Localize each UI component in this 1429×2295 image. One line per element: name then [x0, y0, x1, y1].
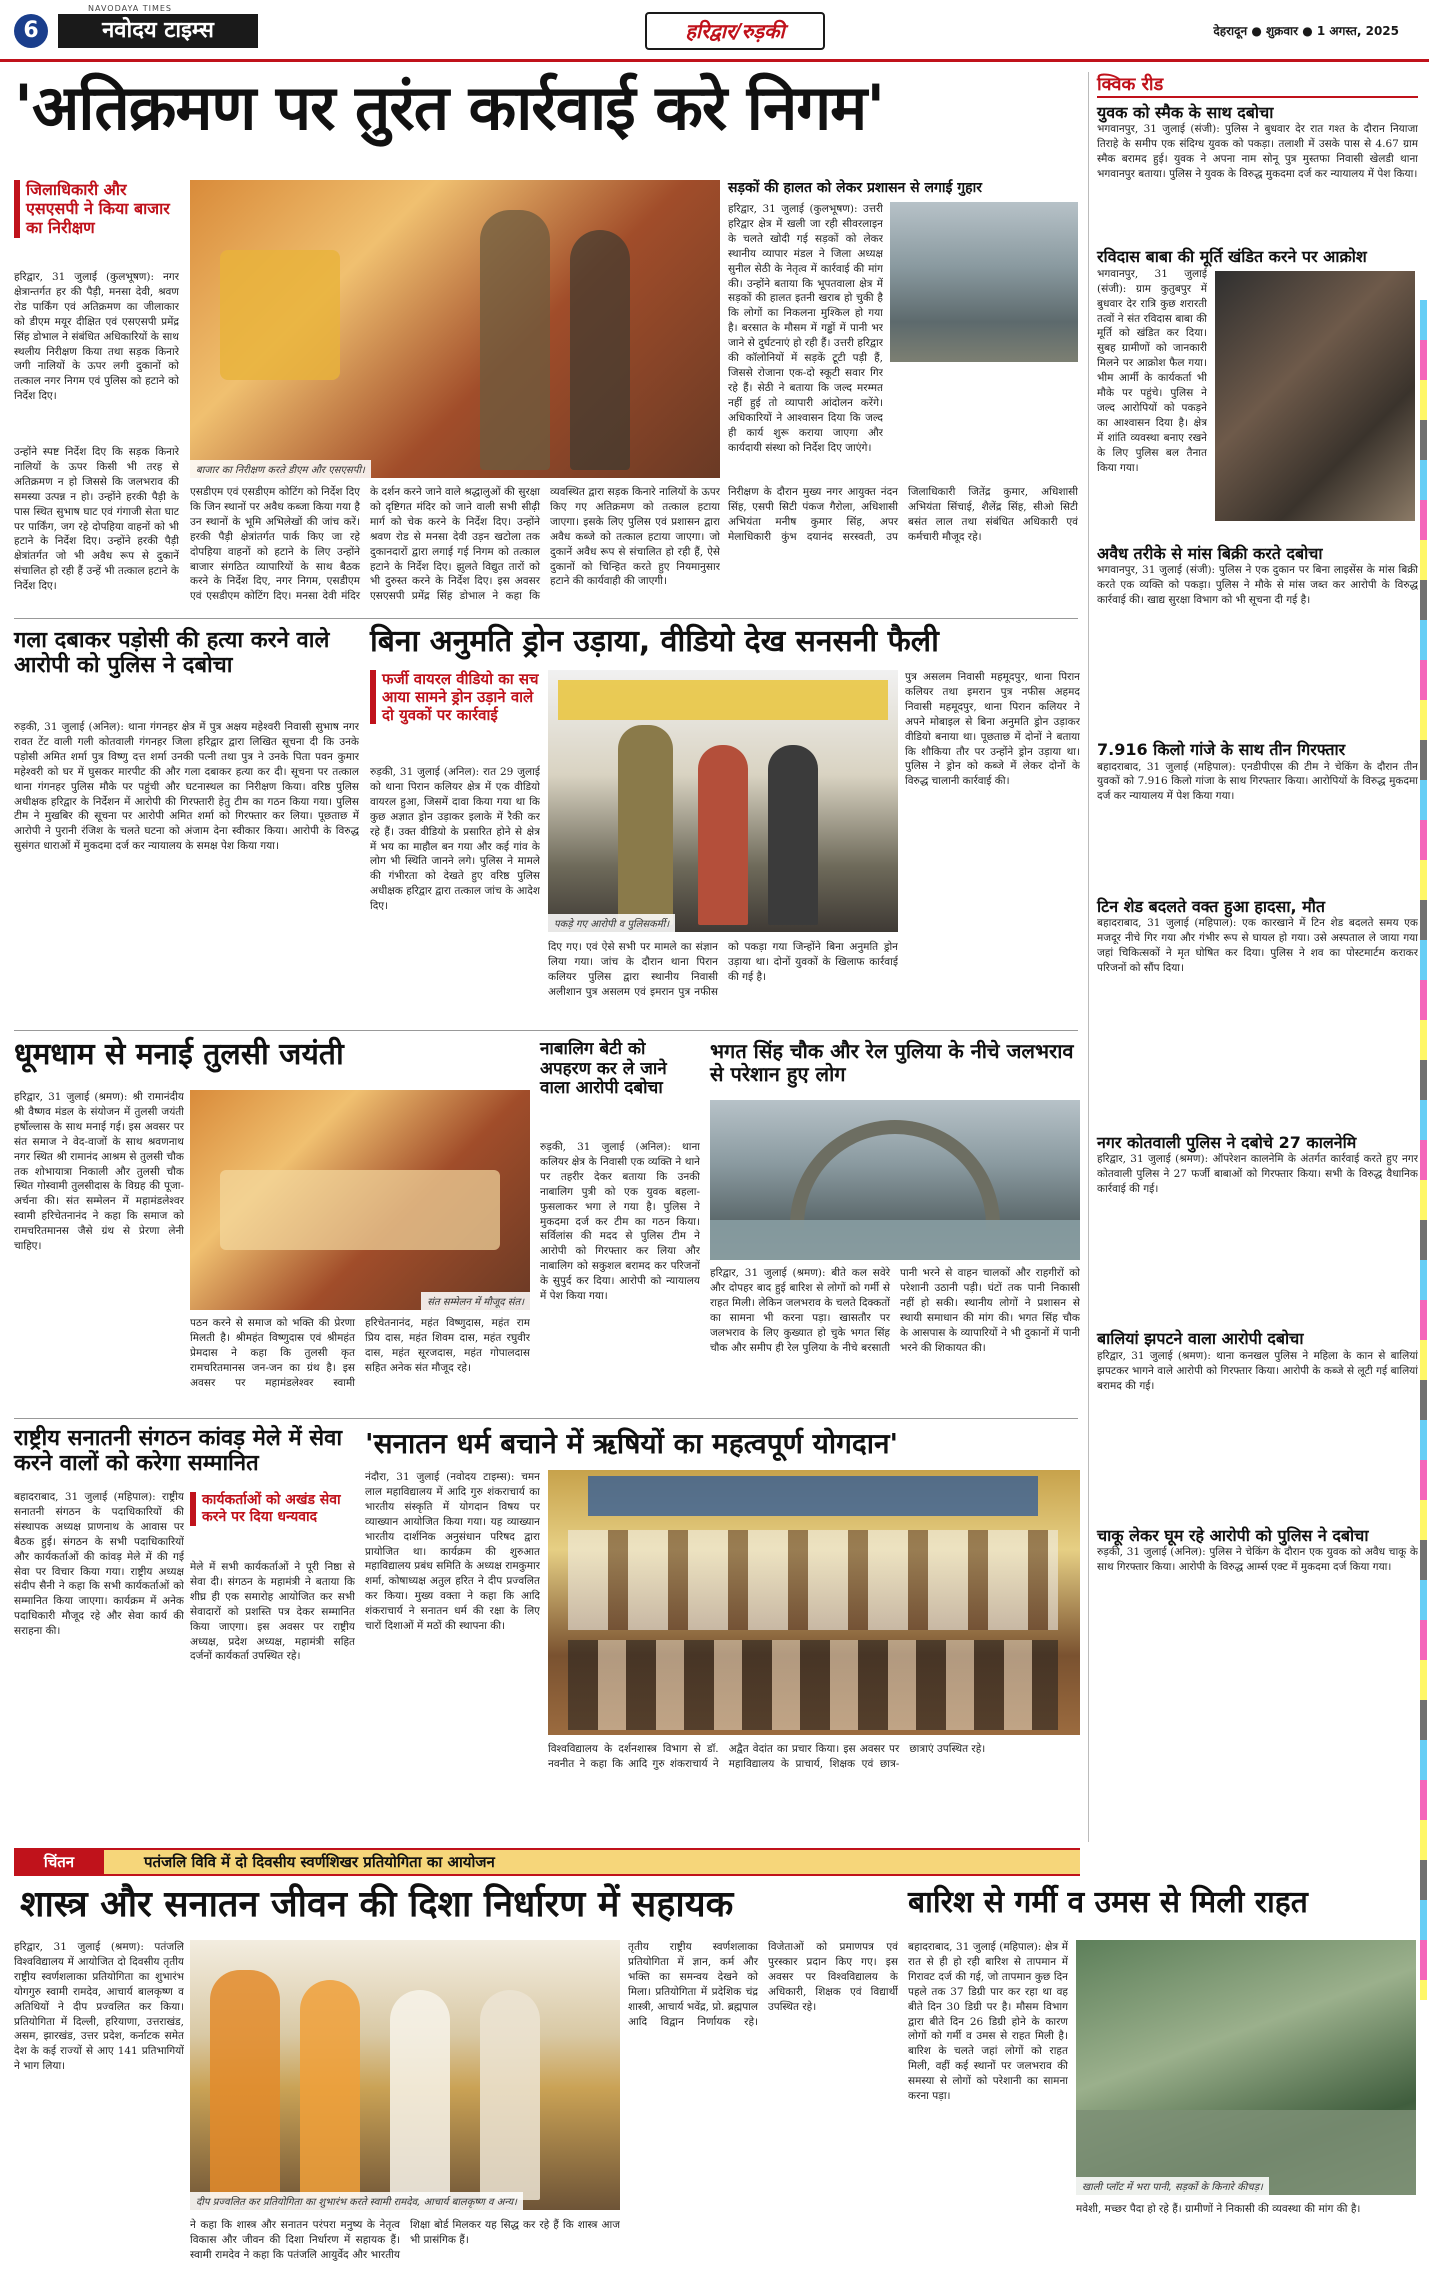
photo-figure: [480, 210, 550, 470]
photo-figure: [480, 1990, 540, 2200]
section-tab: हरिद्वार/रुड़की: [645, 12, 825, 50]
sanatan-headline: 'सनातन धर्म बचाने में ऋषियों का महत्वपूर्ण योगदान': [365, 1427, 899, 1460]
photo-figure: [220, 250, 340, 380]
photo-banner: [558, 680, 888, 720]
page-number-badge: 6: [14, 14, 48, 48]
photo-figure: [390, 1990, 450, 2200]
side-photo: [890, 202, 1078, 362]
kanwar-body-2: मेले में सभी कार्यकर्ताओं ने पूरी निष्ठा से सेवा दी। संगठन के महामंत्री ने बताया कि शीघ्र ही एक समारोह आयोजित कर सभी सेवादारों को प्रशस्ति पत्र देकर सम्मानित किया जाएगा। इस अवसर पर राष्ट्रीय अध्यक्ष, प्रदेश अध्यक्ष, महामंत्री सहित दर्जनों कार्यकर्ता उपस्थित रहे।: [190, 1561, 355, 1663]
rain-body-2: मवेशी, मच्छर पैदा हो रहे हैं। ग्रामीणों ने निकासी की व्यवस्था की मांग की है।: [1076, 2203, 1361, 2215]
kanwar-headline: राष्ट्रीय सनातनी संगठन कांवड़ मेले में सेवा करने वालों को करेगा सम्मानित: [14, 1426, 343, 1477]
quick-item-headline: टिन शेड बदलते वक्त हुआ हादसा, मौत: [1097, 896, 1325, 916]
rain-body: बहादराबाद, 31 जुलाई (महिपाल): क्षेत्र में रात से ही हो रही बारिश से तापमान में गिरावट दर्ज की गई, जो तापमान कुछ दिन पहले तक 37 डिग्री पार कर रहा था वह बीते दिन 30 डिग्री पर है। मौसम विभाग द्वारा बीते दिन 26 डिग्री होने के कारण लोगों को गर्मी व उमस से राहत मिली है। बारिश के चलते जहां लोगों को राहत मिली, वहीं कई स्थानों पर जलभराव की समस्या से लोगों को परेशानी का सामना करना पड़ा।: [908, 1941, 1068, 2103]
photo-arch: [790, 1120, 1000, 1230]
quick-item-body: भगवानपुर, 31 जुलाई (संजी): पुलिस ने बुधवार देर रात गश्त के दौरान नियाजा तिराहे के समीप एक संदिग्ध युवक को पकड़ा। तलाशी में उसके पास से 4.67 ग्राम स्मैक बरामद हुई। युवक ने अपना नाम सोनू पुत्र मुस्तफा निवासी खेलडी थाना भगवानपुर बताया। पुलिस ने युवक के विरुद्ध मुकदमा दर्ज कर न्यायालय में पेश किया।: [1097, 123, 1418, 181]
kanwar-body: बहादराबाद, 31 जुलाई (महिपाल): राष्ट्रीय सनातनी संगठन के पदाधिकारियों की संस्थापक अध्यक्ष प्राणनाथ के आवास पर बैठक हुई। संगठन के सभी पदाधिकारियों और कार्यकर्ताओं की कांवड़ मेले में की गई सेवा पर विचार किया गया। राष्ट्रीय अध्यक्ष संदीप सैनी ने कहा कि सभी कार्यकर्ताओं को सम्मानित किया जाएगा। कार्यक्रम में अनेक पदाधिकारी मौजूद रहे और सेवा कार्य की सराहना की।: [14, 1491, 184, 1638]
editorial-label: चिंतन: [14, 1850, 104, 1874]
drone-kicker: फर्जी वायरल वीडियो का सच आया सामने ड्रोन उड़ाने वाले दो युवकों पर कार्रवाई: [370, 670, 540, 724]
drone-body-2: दिए गए। एवं ऐसे सभी पर मामले का संज्ञान लिया गया। जांच के दौरान थाना पिरान कलियर पुलिस द्वारा स्थानीय निवासी अलीशान पुत्र असलम एवं इमरान पुत्र नफीस को पकड़ा गया जिन्होंने बिना अनुमति ड्रोन उड़ाया था। दोनों युवकों के खिलाफ कार्रवाई की गई है।: [548, 941, 898, 998]
editorial-banner: पतंजलि विवि में दो दिवसीय स्वर्णशिखर प्रतियोगिता का आयोजन: [144, 1853, 495, 1871]
editorial-body: हरिद्वार, 31 जुलाई (श्रमण): पतंजलि विश्वविद्यालय में आयोजित दो दिवसीय तृतीय राष्ट्रीय स्वर्णशलाका प्रतियोगिता का शुभारंभ योगगुरु स्वामी रामदेव, आचार्य बालकृष्ण व अतिथियों ने दीप प्रज्वलित कर किया। प्रतियोगिता में दिल्ली, हरियाणा, उत्तराखंड, असम, झारखंड, उत्तर प्रदेश, कर्नाटक समेत देश के कई राज्यों से आए 141 प्रतिभागियों ने भाग लिया।: [14, 1941, 184, 2073]
photo-figure: [300, 1980, 360, 2200]
quick-item-body: हरिद्वार, 31 जुलाई (श्रमण): थाना कनखल पुलिस ने महिला के कान से बालियां झपटकर भागने वाले आरोपी को गिरफ्तार किया। आरोपी के कब्जे से लूटी गई बालियां बरामद की गई।: [1097, 1349, 1418, 1392]
side-body: हरिद्वार, 31 जुलाई (कुलभूषण): उत्तरी हरिद्वार क्षेत्र में खली जा रही सीवरलाइन के चलते खोदी गई सड़कों को लेकर स्थानीय व्यापार मंडल ने जिला अध्यक्ष सुनील सेठी के नेतृत्व में कार्रवाई की मांग की। उन्होंने बताया कि भूपतवाला क्षेत्र में सड़कों की हालत इतनी खराब हो चुकी है कि लोगों का निकलना मुश्किल हो गया है। बरसात के मौसम में गड्ढों में पानी भर जाने से दुर्घटनाएं हो रही हैं। उत्तरी हरिद्वार की कॉलोनियों में सड़कें टूटी पड़ी हैं, जिससे रोजाना एक-दो स्कूटी सवार गिर रहे हैं। सेठी ने बताया कि जल्द मरम्मत नहीं हुई तो व्यापारी आंदोलन करेंगे। अधिकारियों ने आश्वासन दिया कि जल्द ही कार्य शुरू कराया जाएगा और कार्यदायी संस्था को निर्देश दिए जाएंगे।: [728, 203, 883, 454]
lead-photo-caption: बाजार का निरीक्षण करते डीएम और एसएसपी।: [190, 460, 371, 478]
rain-photo-caption: खाली प्लॉट में भरा पानी, सड़कों के किनारे कीचड़।: [1076, 2177, 1269, 2195]
lead-kicker: जिलाधिकारी और एसएसपी ने किया बाजार का निरीक्षण: [14, 180, 179, 238]
photo-banner: [588, 1476, 1038, 1516]
quick-read-column: [1088, 72, 1418, 1842]
quick-item-block: [1097, 267, 1418, 537]
kanwar-kicker: कार्यकर्ताओं को अखंड सेवा करने पर दिया धन्यवाद: [190, 1492, 355, 1526]
quick-item-headline: चाकू लेकर घूम रहे आरोपी को पुलिस ने दबोचा: [1097, 1525, 1369, 1545]
photo-figures: [568, 1530, 1058, 1630]
drone-photo: [548, 670, 898, 932]
photo-figures: [568, 1640, 1058, 1730]
tulsi-body: हरिद्वार, 31 जुलाई (श्रमण): श्री रामानंदीय श्री वैष्णव मंडल के संयोजन में तुलसी जयंती हर्षोल्लास के साथ मनाई गई। इस अवसर पर संत समाज ने वेद-वाजों के साथ श्रवणनाथ नगर स्थित श्री रामानंद आश्रम से तुलसी चौक तक शोभायात्रा निकाली और तुलसी चौक स्थित गोस्वामी तुलसीदास के विग्रह की पूजा-अर्चना की। संत सम्मेलन में महामंडलेश्वर स्वामी हरिचेतनानंद ने कहा कि समाज को रामचरितमानस जैसे ग्रंथ से प्रेरणा लेनी चाहिए।: [14, 1091, 184, 1253]
drone-body-3: पुत्र असलम निवासी महमूदपुर, थाना पिरान कलियर तथा इमरान पुत्र नफीस अहमद निवासी महमूदपुर, थाना पिरान कलियर ने अपने मोबाइल से बिना अनुमति ड्रोन उड़ाकर वीडियो बनाया था। पूछताछ में दोनों ने बताया कि शौकिया तौर पर उन्होंने ड्रोन उड़ाया था। पुलिस ने ड्रोन को कब्जे में लेकर दोनों के विरुद्ध चालानी कार्रवाई की।: [905, 671, 1080, 788]
paper-name-logo: नवोदय टाइम्स: [58, 14, 258, 48]
editorial-body-3: तृतीय राष्ट्रीय स्वर्णशलाका प्रतियोगिता में ज्ञान, कर्म और भक्ति का समन्वय देखने को मिला। प्रतियोगिता में प्रदेशिक चंद्र शास्त्री, आचार्य भवेंद्र, प्रो. ब्रह्मपाल आदि विद्वान निर्णायक रहे। विजेताओं को प्रमाणपत्र एवं पुरस्कार प्रदान किए गए। इस अवसर पर विश्वविद्यालय के अधिकारी, शिक्षक एवं विद्यार्थी उपस्थित रहे।: [628, 1941, 898, 2028]
editorial-body-2: ने कहा कि शास्त्र और सनातन परंपरा मनुष्य के नेतृत्व विकास और जीवन की दिशा निर्धारण में सहायक हैं। स्वामी रामदेव ने कहा कि पतंजलि आयुर्वेद और भारतीय शिक्षा बोर्ड मिलकर यह सिद्ध कर रहे हैं कि शास्त्र आज भी प्रासंगिक हैं।: [190, 2219, 620, 2261]
photo-figure: [618, 725, 673, 925]
quick-item-headline: रविदास बाबा की मूर्ति खंडित करने पर आक्रोश: [1097, 247, 1367, 267]
tulsi-headline: धूमधाम से मनाई तुलसी जयंती: [14, 1037, 344, 1072]
tulsi-photo-caption: संत सम्मेलन में मौजूद संत।: [421, 1292, 530, 1310]
drone-headline: बिना अनुमति ड्रोन उड़ाया, वीडियो देख सनसनी फैली: [370, 624, 939, 659]
quick-item-headline: 7.916 किलो गांजे के साथ तीन गिरफ्तार: [1097, 740, 1346, 760]
sanatan-photo: [548, 1470, 1080, 1735]
masthead: [0, 0, 1429, 62]
divider: [14, 618, 1078, 619]
quick-item-headline: अवैध तरीके से मांस बिक्री करते दबोचा: [1097, 543, 1323, 563]
photo-water: [710, 1220, 1080, 1260]
drone-photo-caption: पकड़े गए आरोपी व पुलिसकर्मी।: [548, 914, 675, 932]
waterlog-photo: [710, 1100, 1080, 1260]
dateline: देहरादून ● शुक्रवार ● 1 अगस्त, 2025: [1213, 24, 1399, 38]
waterlog-body: हरिद्वार, 31 जुलाई (श्रमण): बीते कल सवेरे और दोपहर बाद हुई बारिश से लोगों को गर्मी से राहत मिली। लेकिन जलभराव के चलते दिक्कतों का सामना भी करना पड़ा। खासतौर पर जलभराव के लिए कुख्यात हो चुके भगत सिंह चौक और समीप ही रेल पुलिया के नीचे बरसाती पानी भरने से वाहन चालकों और राहगीरों को परेशानी उठानी पड़ी। घंटों तक पानी निकासी नहीं हो सकी। स्थानीय लोगों ने प्रशासन से स्थायी समाधान की मांग की। भगत सिंह चौक के आसपास के व्यापारियों ने भी दुकानों में पानी भरने की शिकायत की।: [710, 1267, 1080, 1354]
tulsi-body-2: पठन करने से समाज को भक्ति की प्रेरणा मिलती है। श्रीमहंत विष्णुदास एवं श्रीमहंत प्रेमदास ने कहा कि तुलसी कृत रामचरितमानस जन-जन का ग्रंथ है। इस अवसर पर महामंडलेश्वर स्वामी हरिचेतनानंद, महंत विष्णुदास, महंत राम प्रिय दास, महंत शिवम दास, महंत रघुवीर दास, महंत सूरजदास, महंत गोपालदास सहित अनेक संत मौजूद रहे।: [190, 1317, 530, 1389]
waterlog-headline: भगत सिंह चौक और रेल पुलिया के नीचे जलभराव से परेशान हुए लोग: [710, 1039, 1074, 1086]
murder-headline: गला दबाकर पड़ोसी की हत्या करने वाले आरोपी को पुलिस ने दबोचा: [14, 628, 330, 679]
editorial-banner-bar: [14, 1848, 1080, 1876]
drone-body: रुड़की, 31 जुलाई (अनिल): रात 29 जुलाई को थाना पिरान कलियर क्षेत्र में एक वीडियो वायरल हुआ, जिसमें दावा किया गया था कि कुछ अज्ञात ड्रोन उड़ाकर इलाके में रैकी कर रहे हैं। उक्त वीडियो के प्रसारित होने से क्षेत्र में भय का माहौल बन गया और कई गांव के लोग भी स्थिति जानने लगे। पुलिस ने मामले की गंभीरता को देखते हुए वरिष्ठ पुलिस अधीक्षक हरिद्वार द्वारा तत्काल जांच के आदेश दिए।: [370, 766, 540, 913]
quick-item-body: भगवानपुर, 31 जुलाई (संजी): पुलिस ने एक दुकान पर बिना लाइसेंस के मांस बिक्री करते एक व्यक्ति को पकड़ा। पुलिस ने मौके से मांस जब्त कर आरोपी के विरुद्ध कार्रवाई की। खाद्य सुरक्षा विभाग को भी सूचना दी गई है।: [1097, 564, 1418, 606]
side-headline: सड़कों की हालत को लेकर प्रशासन से लगाई गुहार: [728, 180, 982, 196]
rain-photo: [1076, 1940, 1416, 2195]
quick-item-body: बहादराबाद, 31 जुलाई (महिपाल): एनडीपीएस की टीम ने चेकिंग के दौरान तीन युवकों को 7.916 किलो गांजा के साथ गिरफ्तार किया। आरोपियों के विरुद्ध मुकदमा दर्ज कर न्यायालय में पेश किया गया।: [1097, 760, 1418, 803]
quick-item-photo: [1215, 271, 1415, 521]
register-marks: [1420, 300, 1427, 2000]
quick-item-body: बहादराबाद, 31 जुलाई (महिपाल): एक कारखाने में टिन शेड बदलते समय एक मजदूर नीचे गिर गया और गंभीर रूप से घायल हो गया। उसे अस्पताल ले जाया गया जहां चिकित्सकों ने मृत घोषित कर दिया। पुलिस ने शव का पोस्टमार्टम कराकर परिजनों को सौंप दिया।: [1097, 916, 1418, 974]
editorial-headline: शास्त्र और सनातन जीवन की दिशा निर्धारण में सहायक: [20, 1884, 734, 1925]
quick-item-headline: नगर कोतवाली पुलिस ने दबोचे 27 कालनेमि: [1097, 1132, 1357, 1152]
kidnap-headline: नाबालिग बेटी को अपहरण कर ले जाने वाला आरोपी दबोचा: [540, 1039, 667, 1099]
divider: [14, 1418, 1078, 1419]
lead-body-4: निरीक्षण के दौरान मुख्य नगर आयुक्त नंदन सिंह, एसपी सिटी पंकज गैरोला, अधिशासी अभियंता मनीष कुमार सिंह, अपर मेलाधिकारी कुंभ दयानंद सरस्वती, उप जिलाधिकारी जितेंद्र कुमार, अधिशासी अभियंता सिंचाई, शैलेंद्र सिंह, सीओ सिटी बसंत लाल तथा संबंधित अधिकारी एवं कर्मचारी मौजूद रहे।: [728, 486, 1078, 543]
murder-body: रुड़की, 31 जुलाई (अनिल): थाना गंगनहर क्षेत्र में पुत्र अक्षय महेश्वरी निवासी सुभाष नगर रावत टेंट वाली गली कोतवाली गंगनहर जिला हरिद्वार द्वारा लिखित सूचना दी कि उनके पड़ोसी अमित शर्मा पुत्र विष्णु दत्त शर्मा उनकी पत्नी तथा पुत्र ने उनके पिता पवन कुमार महेश्वरी को घर में घुसकर मारपीट की और गला दबाकर हत्या कर दी। सूचना पर तत्काल थाना गंगनहर पुलिस मौके पर पहुंची और घटनास्थल का निरीक्षण किया। वरिष्ठ पुलिस अधीक्षक हरिद्वार के निर्देशन में आरोपी की गिरफ्तारी हेतु टीम का गठन किया गया। पुलिस टीम ने मुखबिर की सूचना पर आरोपी अमित शर्मा को गिरफ्तार कर लिया। पूछताछ में आरोपी ने पुरानी रंजिश के चलते घटना को अंजाम देना स्वीकार किया। आरोपी के विरुद्ध सुसंगत धाराओं में मुकदमा दर्ज कर न्यायालय के समक्ष पेश किया गया।: [14, 721, 359, 853]
sanatan-body-2: विश्वविद्यालय के दर्शनशास्त्र विभाग से डॉ. नवनीत ने कहा कि आदि गुरु शंकराचार्य ने अद्वैत वेदांत का प्रचार किया। इस अवसर पर महाविद्यालय के प्राचार्य, शिक्षक एवं छात्र-छात्राएं उपस्थित रहे।: [548, 1743, 986, 1770]
sanatan-body: नंदौरा, 31 जुलाई (नवोदय टाइम्स): चमन लाल महाविद्यालय में आदि गुरु शंकराचार्य का भारतीय संस्कृति में योगदान विषय पर व्याख्यान आयोजित किया गया। यह व्याख्यान भारतीय दार्शनिक अनुसंधान परिषद द्वारा प्रायोजित था। कार्यक्रम की शुरुआत महाविद्यालय प्रबंध समिति के अध्यक्ष रामकुमार शर्मा, कोषाध्यक्ष अतुल हरित ने दीप प्रज्वलित कर किया। मुख्य वक्ता ने कहा कि आदि शंकराचार्य ने सनातन धर्म की रक्षा के लिए चारों दिशाओं में मठों की स्थापना की।: [365, 1471, 540, 1633]
photo-figure: [570, 230, 630, 470]
photo-figure: [210, 1970, 280, 2200]
editorial-photo-caption: दीप प्रज्वलित कर प्रतियोगिता का शुभारंभ करते स्वामी रामदेव, आचार्य बालकृष्ण व अन्य।: [190, 2192, 523, 2210]
kidnap-body: रुड़की, 31 जुलाई (अनिल): थाना कलियर क्षेत्र के निवासी एक व्यक्ति ने थाने पर तहरीर देकर बताया कि उनकी नाबालिग पुत्री को एक युवक बहला-फुसलाकर भगा ले गया है। पुलिस ने मुकदमा दर्ज कर टीम का गठन किया। सर्विलांस की मदद से पुलिस टीम ने आरोपी को गिरफ्तार कर लिया और नाबालिग को सकुशल बरामद कर परिजनों के सुपुर्द कर दिया। आरोपी को न्यायालय में पेश किया गया।: [540, 1141, 700, 1303]
lead-photo: [190, 180, 720, 478]
quick-item-body: रुड़की, 31 जुलाई (अनिल): पुलिस ने चेकिंग के दौरान एक युवक को अवैध चाकू के साथ गिरफ्तार किया। आरोपी के विरुद्ध आर्म्स एक्ट में मुकदमा दर्ज किया गया।: [1097, 1546, 1418, 1574]
paper-name-small: NAVODAYA TIMES: [88, 4, 173, 13]
editorial-photo: [190, 1940, 620, 2210]
photo-figure: [698, 745, 748, 925]
quick-item-headline: बालियां झपटने वाला आरोपी दबोचा: [1097, 1329, 1304, 1349]
quick-item-body: हरिद्वार, 31 जुलाई (श्रमण): ऑपरेशन कालनेमि के अंतर्गत कार्रवाई करते हुए नगर कोतवाली पुलिस ने 27 फर्जी बाबाओं को गिरफ्तार किया। सभी के विरुद्ध वैधानिक कार्रवाई की गई।: [1097, 1153, 1418, 1196]
lead-headline: 'अतिक्रमण पर तुरंत कार्रवाई करे निगम': [14, 71, 885, 144]
tulsi-photo: [190, 1090, 530, 1310]
lead-body-1: हरिद्वार, 31 जुलाई (कुलभूषण): नगर क्षेत्रान्तर्गत हर की पैड़ी, मनसा देवी, श्रवण रोड पार्किंग एवं अतिक्रमण का जीलाकार को डीएम मयूर दीक्षित एवं एसएसपी प्रमेंद्र सिंह डोभाल ने संबंधित अधिकारियों के साथ स्थलीय निरीक्षण किया तथा सड़क किनारे जगी नालियों के ऊपर लगी दुकानों को तत्काल नगर निगम एवं पुलिस को हटाने को निर्देश दिए।: [14, 271, 179, 403]
photo-figure: [220, 1170, 500, 1250]
photo-figure: [768, 745, 818, 925]
divider: [14, 1030, 1078, 1031]
quick-item-headline: युवक को स्मैक के साथ दबोचा: [1097, 103, 1274, 122]
lead-body-2: उन्होंने स्पष्ट निर्देश दिए कि सड़क किनारे नालियों के ऊपर किसी भी तरह से अतिक्रमण न हो जिससे कि जलभराव की समस्या उत्पन्न न हो। उन्होंने हरकी पैड़ी के पास स्थित सुभाष घाट एवं गंगाजी सेता घाट पर पार्किंग, जग रहे दोपहिया वाहनों को भी हटाने के निर्देश दिए। उन्होंने हरकी पैड़ी क्षेत्रांतर्गत जो भी अवैध रूप से दुकानें संचालित हो रही हैं उन्हें भी तत्काल हटाने के निर्देश दिए।: [14, 446, 179, 593]
quick-item-body: भगवानपुर, 31 जुलाई (संजी): ग्राम कुतुबपुर में बुधवार देर रात्रि कुछ शरारती तत्वों ने संत रविदास बाबा की मूर्ति को खंडित कर दिया। सुबह ग्रामीणों को जानकारी मिलने पर आक्रोश फैल गया। भीम आर्मी के कार्यकर्ता भी मौके पर पहुंचे। पुलिस ने जल्द आरोपियों को पकड़ने का आश्वासन दिया है। क्षेत्र में शांति व्यवस्था बनाए रखने के लिए पुलिस बल तैनात किया गया।: [1097, 267, 1207, 474]
lead-body-3: एसडीएम एवं एसडीएम कोटिंग को निर्देश दिए कि जिन स्थानों पर अवैध कब्जा किया गया है उन स्थानों के भूमि अभिलेखों की जांच करें। हरकी पैड़ी क्षेत्रांतर्गत पार्क किए जा रहे दोपहिया वाहनों को हटाने के लिए उन्होंने बाजार संगठित व्यापारियों के साथ बैठक करने के निर्देश दिए, नगर निगम, एसडीएम एवं एसडीएम कोटिंग दिए। मनसा देवी मंदिर के दर्शन करने जाने वाले श्रद्धालुओं की सुरक्षा को दृष्टिगत मंदिर को जाने वाली सभी सीढ़ी मार्ग को चेक करने के निर्देश दिए। उन्होंने श्रवण रोड से मनसा देवी उड़न खटोला तक दुकानदारों द्वारा लगाई गई निगम को तत्काल हटाने के निर्देश दिए। झुलते विद्युत तारों को भी दुरुस्त करने के निर्देश दिए। इस अवसर एसएसपी प्रमेंद्र सिंह डोभाल ने कहा कि व्यवस्थित द्वारा सड़क किनारे नालियों के ऊपर किए गए अतिक्रमण को तत्काल हटाया जाएगा। इसके लिए पुलिस एवं प्रशासन द्वारा अवैध कब्जे को तत्काल हटाया जाएगा। जो दुकानें अवैध रूप से संचालित हो रही हैं, ऐसे दुकानों को चिन्हित करते हुए नियमानुसार हटाने की कार्यवाही की जाएगी।: [190, 486, 720, 603]
rain-headline: बारिश से गर्मी व उमस से मिली राहत: [908, 1885, 1308, 1920]
quick-read-title: क्विक रीड: [1097, 72, 1418, 98]
